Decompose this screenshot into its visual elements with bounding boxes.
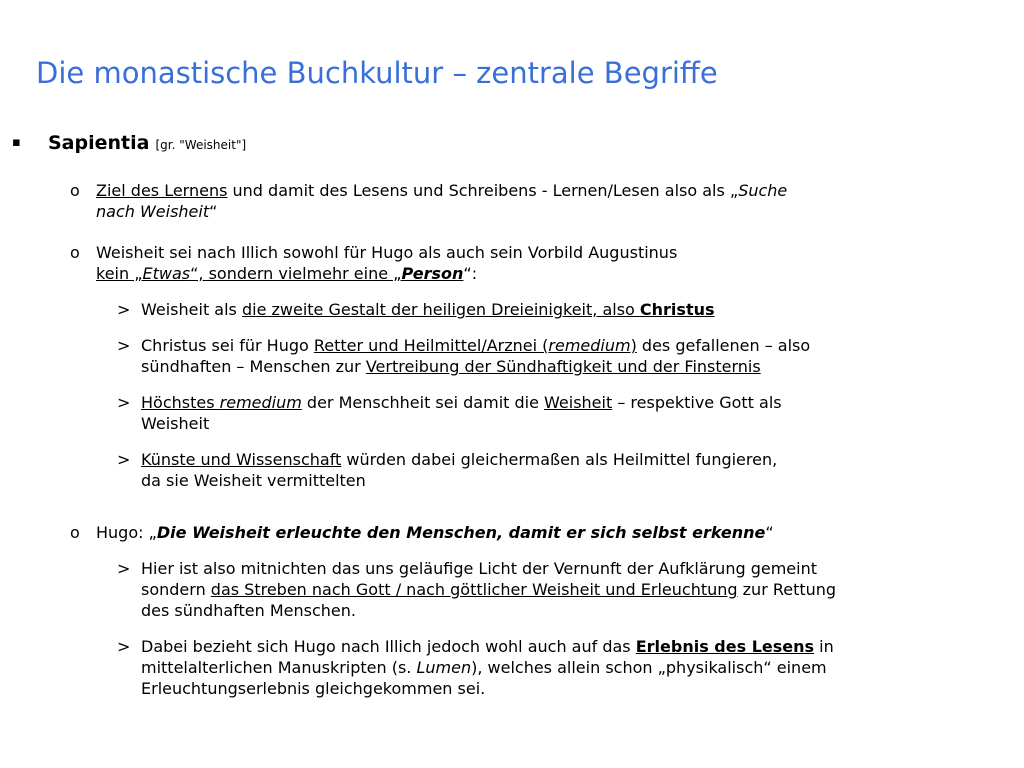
text-segment: Christus bbox=[639, 300, 715, 319]
subitem-licht-der-vernunft bbox=[0, 558, 1024, 621]
sapientia-label: Sapientia bbox=[48, 132, 150, 154]
text-segment: “ bbox=[209, 202, 218, 221]
text-segment: – respektive Gott als bbox=[612, 393, 782, 412]
text-segment: Etwas bbox=[142, 264, 191, 283]
text-segment: des sündhaften Menschen. bbox=[141, 601, 356, 620]
circle-bullet-icon: o bbox=[70, 243, 80, 262]
text-segment: Weisheit bbox=[544, 393, 613, 412]
text-segment: Weisheit als bbox=[141, 300, 242, 319]
item-weisheit-person bbox=[0, 242, 1024, 284]
text-segment: : bbox=[471, 264, 478, 283]
slide-title: Die monastische Buchkultur – zentrale Begriffe bbox=[36, 56, 718, 90]
text-segment: Weisheit sei nach Illich sowohl für Hugo als auch sein Vorbild Augustinus bbox=[96, 243, 678, 262]
text-segment: Die Weisheit erleuchte den Menschen, damit er sich selbst erkenne bbox=[156, 523, 766, 542]
text-segment: sondern bbox=[141, 580, 211, 599]
slide-content bbox=[0, 130, 1024, 699]
text-segment: Retter und Heilmittel/Arznei ( bbox=[313, 336, 549, 355]
text-segment: Lumen bbox=[416, 658, 472, 677]
text-segment: Christus sei für Hugo bbox=[141, 336, 314, 355]
square-bullet-icon: ▪ bbox=[12, 135, 21, 150]
text-segment: und damit des Lesens und Schreibens - Lernen/Lesen also als „ bbox=[227, 181, 739, 200]
text-segment: des gefallenen – also bbox=[636, 336, 811, 355]
text-segment: “ bbox=[463, 264, 472, 283]
bullet-sapientia bbox=[0, 130, 1024, 160]
subitem-erlebnis-des-lesens bbox=[0, 636, 1024, 699]
text-segment: Weisheit bbox=[141, 414, 210, 433]
spacer bbox=[0, 491, 1024, 502]
text-segment: Vertreibung der Sündhaftigkeit und der Finsternis bbox=[365, 357, 761, 376]
text-segment: Erleuchtungserlebnis gleichgekommen sei. bbox=[141, 679, 486, 698]
circle-bullet-icon: o bbox=[70, 523, 80, 542]
text-segment: das Streben nach Gott / nach göttlicher Weisheit und Erleuchtung bbox=[210, 580, 738, 599]
sapientia-note: [gr. "Weisheit"] bbox=[155, 138, 247, 152]
text-segment: Suche bbox=[738, 181, 788, 200]
arrow-bullet-icon: > bbox=[117, 393, 131, 412]
item-hugo-zitat bbox=[0, 522, 1024, 543]
text-segment: die zweite Gestalt der heiligen Dreieinigkeit, also bbox=[241, 300, 640, 319]
text-segment: Dabei bezieht sich Hugo nach Illich jedoch wohl auch auf das bbox=[141, 637, 636, 656]
text-segment: kein „ bbox=[96, 264, 143, 283]
circle-bullet-icon: o bbox=[70, 181, 80, 200]
arrow-bullet-icon: > bbox=[117, 336, 131, 355]
text-segment: Ziel des Lernens bbox=[96, 181, 228, 200]
text-segment: da sie Weisheit vermittelten bbox=[141, 471, 366, 490]
text-segment: Person bbox=[401, 264, 464, 283]
text-segment: würden dabei gleichermaßen als Heilmittel fungieren, bbox=[341, 450, 778, 469]
text-segment: remedium bbox=[548, 336, 631, 355]
text-segment: Hugo: „ bbox=[96, 523, 157, 542]
text-segment: Höchstes bbox=[141, 393, 220, 412]
arrow-bullet-icon: > bbox=[117, 637, 131, 656]
text-segment: “ bbox=[765, 523, 774, 542]
text-segment: ) bbox=[630, 336, 637, 355]
text-segment: Hier ist also mitnichten das uns geläufige Licht der Vernunft der Aufklärung gemeint bbox=[141, 559, 817, 578]
subitem-remedium bbox=[0, 392, 1024, 434]
text-segment: in bbox=[814, 637, 834, 656]
arrow-bullet-icon: > bbox=[117, 559, 131, 578]
text-segment: “, sondern vielmehr eine „ bbox=[190, 264, 402, 283]
arrow-bullet-icon: > bbox=[117, 300, 131, 319]
text-segment: sündhaften – Menschen zur bbox=[141, 357, 366, 376]
subitem-retter bbox=[0, 335, 1024, 377]
subitem-christus bbox=[0, 299, 1024, 320]
arrow-bullet-icon: > bbox=[117, 450, 131, 469]
subitem-kuenste bbox=[0, 449, 1024, 491]
text-segment: nach Weisheit bbox=[96, 202, 210, 221]
text-segment: Künste und Wissenschaft bbox=[141, 450, 342, 469]
item-ziel-des-lernens bbox=[0, 180, 1024, 222]
text-segment: Erlebnis des Lesens bbox=[635, 637, 815, 656]
text-segment: ), welches allein schon „physikalisch“ einem bbox=[471, 658, 827, 677]
text-segment: remedium bbox=[219, 393, 302, 412]
text-segment: der Menschheit sei damit die bbox=[301, 393, 545, 412]
text-segment: mittelalterlichen Manuskripten (s. bbox=[141, 658, 417, 677]
text-segment: zur Rettung bbox=[737, 580, 837, 599]
